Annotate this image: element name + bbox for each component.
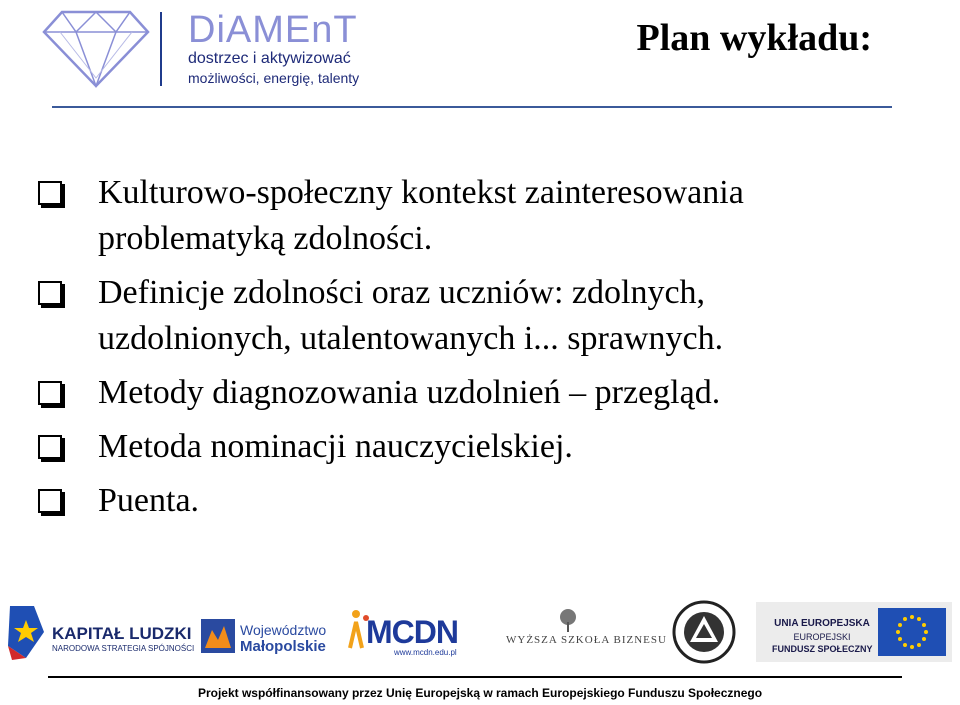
- wsb-name: WYŻSZA SZKOŁA BIZNESU: [506, 634, 667, 646]
- agenda-item-line: Definicje zdolności oraz uczniów: zdolnych,: [98, 274, 706, 311]
- checkbox-bullet-icon: [38, 181, 62, 205]
- eu-flag-icon: [878, 608, 946, 656]
- eu-name: UNIA EUROPEJSKA: [774, 618, 870, 629]
- funding-statement: Projekt współfinansowany przez Unię Europejską w ramach Europejskiego Funduszu Społecznego: [197, 686, 763, 700]
- logo-brand-name: DiAMEnT: [188, 9, 358, 51]
- agenda-item-line: Metoda nominacji nauczycielskiej.: [98, 428, 573, 465]
- eu-efs-logo: [756, 602, 952, 662]
- agenda-list: [38, 170, 918, 532]
- nlu-seal-logo: [672, 600, 736, 664]
- agenda-item: [38, 424, 918, 470]
- checkbox-bullet-icon: [38, 381, 62, 405]
- mcdn-name: MCDN: [366, 614, 458, 650]
- agenda-item-line: Puenta.: [98, 482, 200, 519]
- mcdn-url: www.mcdn.edu.pl: [394, 648, 457, 657]
- nlu-seal-icon: [672, 600, 736, 664]
- wsb-logo: [506, 598, 667, 666]
- mcdn-logo: [348, 598, 468, 666]
- agenda-item: [38, 270, 918, 362]
- header-divider: [52, 106, 892, 108]
- checkbox-bullet-icon: [38, 489, 62, 513]
- diamond-icon: [40, 6, 152, 90]
- malopolskie-emblem-icon: [200, 618, 236, 654]
- kapital-ludzki-star-icon: [4, 602, 48, 662]
- checkbox-bullet-icon: [38, 435, 62, 459]
- sponsor-logos: [0, 598, 960, 670]
- diament-logo: [40, 6, 370, 90]
- wojewodztwo-text: Województwo: [240, 622, 327, 638]
- agenda-item: [38, 370, 918, 416]
- agenda-item-line: uzdolnionych, utalentowanych i... sprawnych.: [98, 320, 724, 357]
- wsb-tree-icon: [556, 608, 580, 632]
- agenda-item-line: Kulturowo-społeczny kontekst zainteresowania: [98, 174, 744, 211]
- logo-tagline-2: możliwości, energię, talenty: [188, 70, 360, 86]
- logo-divider: [160, 12, 162, 86]
- footer-divider: [48, 676, 902, 678]
- logo-tagline-1: dostrzec i aktywizować: [188, 50, 351, 67]
- kapital-ludzki-logo: [4, 598, 195, 666]
- agenda-item: [38, 170, 918, 262]
- agenda-item-line: problematyką zdolności.: [98, 220, 433, 257]
- malopolskie-text: Małopolskie: [240, 638, 326, 655]
- agenda-item: [38, 478, 918, 524]
- kapital-ludzki-subtitle: NARODOWA STRATEGIA SPÓJNOŚCI: [52, 644, 195, 653]
- kapital-ludzki-title: KAPITAŁ LUDZKI: [52, 624, 192, 643]
- checkbox-bullet-icon: [38, 281, 62, 305]
- wojewodztwo-malopolskie-logo: [200, 598, 334, 666]
- slide-title: Plan wykładu:: [636, 17, 872, 59]
- eu-fund-line: EUROPEJSKI: [793, 632, 851, 642]
- agenda-item-line: Metody diagnozowania uzdolnień – przegląd.: [98, 374, 721, 411]
- eu-fund-name: FUNDUSZ SPOŁECZNY: [772, 644, 873, 654]
